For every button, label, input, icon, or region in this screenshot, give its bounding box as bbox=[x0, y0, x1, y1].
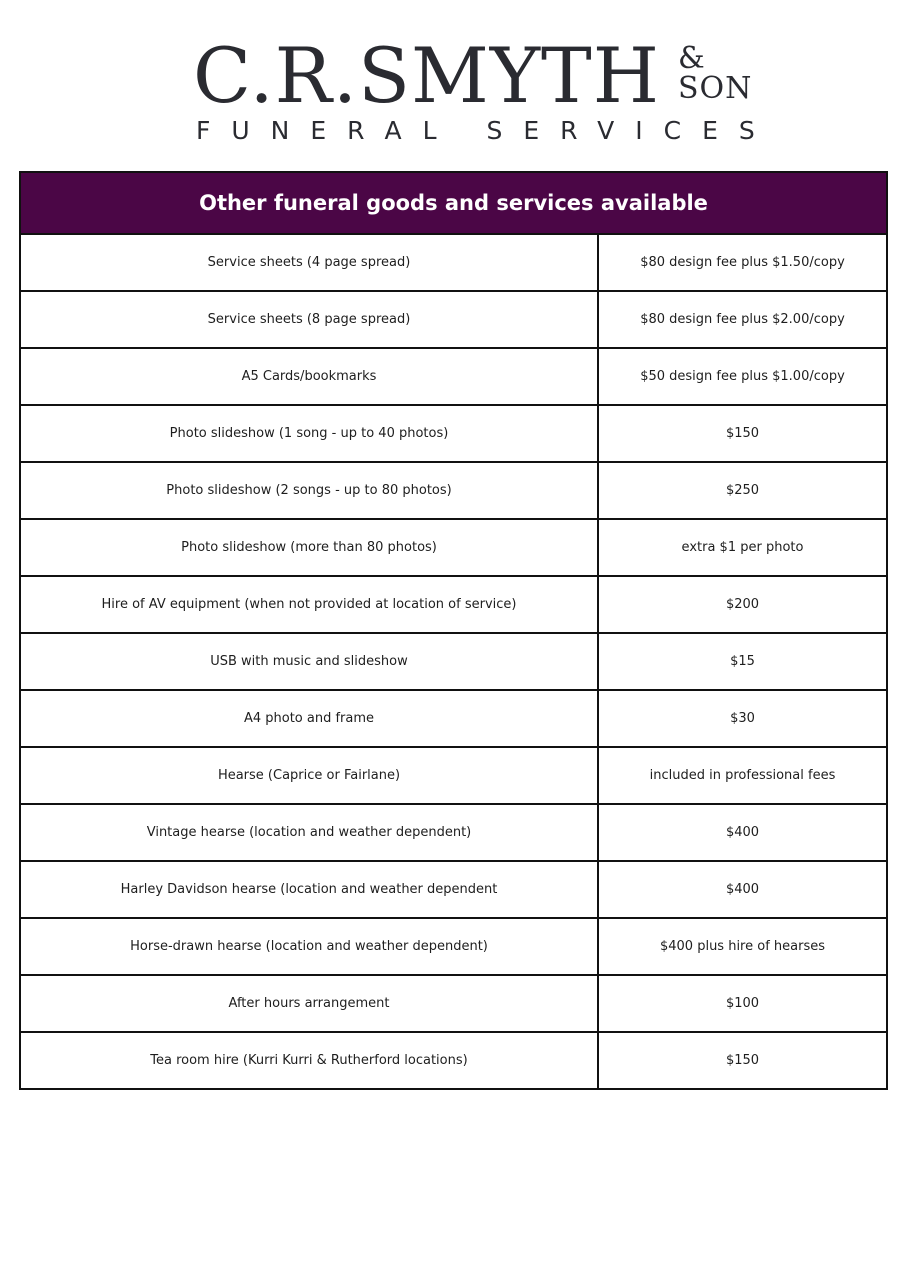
item-name: A5 Cards/bookmarks bbox=[20, 348, 598, 405]
item-name: Photo slideshow (more than 80 photos) bbox=[20, 519, 598, 576]
price-table bbox=[19, 171, 888, 1090]
item-name: After hours arrangement bbox=[20, 975, 598, 1032]
table-row bbox=[20, 861, 887, 918]
item-name: Hire of AV equipment (when not provided at location of service) bbox=[20, 576, 598, 633]
table-row bbox=[20, 576, 887, 633]
item-price: $150 bbox=[598, 1032, 887, 1089]
item-name: A4 photo and frame bbox=[20, 690, 598, 747]
company-logo bbox=[0, 0, 905, 160]
table-row bbox=[20, 405, 887, 462]
item-name: Hearse (Caprice or Fairlane) bbox=[20, 747, 598, 804]
item-price: $200 bbox=[598, 576, 887, 633]
table-row bbox=[20, 234, 887, 291]
table-row bbox=[20, 1032, 887, 1089]
item-name: Service sheets (8 page spread) bbox=[20, 291, 598, 348]
logo-son: SON bbox=[678, 71, 753, 106]
table-row bbox=[20, 291, 887, 348]
item-price: $80 design fee plus $2.00/copy bbox=[598, 291, 887, 348]
item-price: $250 bbox=[598, 462, 887, 519]
table-title: Other funeral goods and services available bbox=[20, 172, 887, 234]
table-row bbox=[20, 804, 887, 861]
logo-subtitle: FUNERAL SERVICES bbox=[196, 116, 776, 145]
table-row bbox=[20, 690, 887, 747]
item-price: $30 bbox=[598, 690, 887, 747]
item-name: Vintage hearse (location and weather dependent) bbox=[20, 804, 598, 861]
item-price: included in professional fees bbox=[598, 747, 887, 804]
table-row bbox=[20, 462, 887, 519]
item-price: $400 bbox=[598, 861, 887, 918]
item-price: $100 bbox=[598, 975, 887, 1032]
table-row bbox=[20, 975, 887, 1032]
item-name: Harley Davidson hearse (location and weather dependent bbox=[20, 861, 598, 918]
item-name: Photo slideshow (1 song - up to 40 photos) bbox=[20, 405, 598, 462]
item-price: $15 bbox=[598, 633, 887, 690]
item-name: Horse-drawn hearse (location and weather dependent) bbox=[20, 918, 598, 975]
logo-ampersand: & bbox=[678, 41, 705, 76]
logo-wordmark: C.R.SMYTH bbox=[193, 31, 661, 120]
item-price: $400 bbox=[598, 804, 887, 861]
table-row bbox=[20, 348, 887, 405]
item-price: $50 design fee plus $1.00/copy bbox=[598, 348, 887, 405]
table-row bbox=[20, 633, 887, 690]
item-price: $400 plus hire of hearses bbox=[598, 918, 887, 975]
table-row bbox=[20, 747, 887, 804]
table-row bbox=[20, 918, 887, 975]
item-name: Tea room hire (Kurri Kurri & Rutherford locations) bbox=[20, 1032, 598, 1089]
table-header-row bbox=[20, 172, 887, 234]
item-price: $80 design fee plus $1.50/copy bbox=[598, 234, 887, 291]
item-name: USB with music and slideshow bbox=[20, 633, 598, 690]
item-name: Service sheets (4 page spread) bbox=[20, 234, 598, 291]
item-name: Photo slideshow (2 songs - up to 80 photos) bbox=[20, 462, 598, 519]
item-price: $150 bbox=[598, 405, 887, 462]
item-price: extra $1 per photo bbox=[598, 519, 887, 576]
table-row bbox=[20, 519, 887, 576]
